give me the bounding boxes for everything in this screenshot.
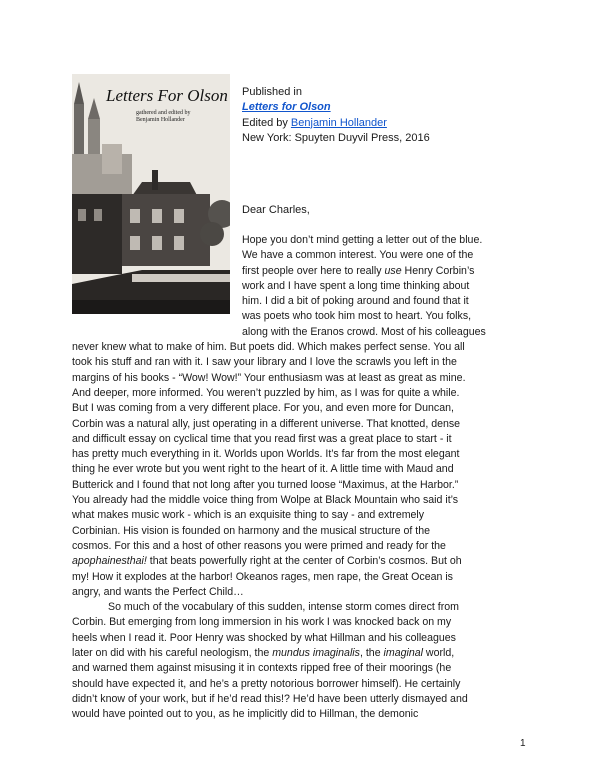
cover-subtitle [136, 110, 226, 124]
letter-text-segment: But I was coming from a very different place. For you, and even more for Duncan, [72, 402, 454, 415]
letter-line [72, 539, 532, 554]
cover-title: Letters For Olson [106, 86, 228, 105]
edited-by-line [242, 116, 542, 131]
page-number: 1 [520, 738, 526, 749]
letter-line [72, 371, 532, 386]
letter-text-segment: never knew what to make of him. But poets did. Which makes perfect sense. You all [72, 341, 465, 354]
letter-line [72, 524, 532, 539]
letter-text-segment: world, [422, 647, 455, 660]
letter-line [72, 631, 532, 646]
letter-line [72, 432, 532, 447]
letter-text-segment: him. I did a bit of poking around and found that it [242, 295, 469, 308]
edited-by-prefix: Edited by [242, 116, 291, 129]
letter-text-segment: and warned them against misusing it in contexts ripped free of their moorings (he [72, 662, 452, 675]
letter-text-segment: Henry Corbin’s [401, 264, 475, 277]
letter-line [72, 493, 532, 508]
letter-text-segment: would have pointed out to you, as he implicitly did to Hillman, the demonic [72, 708, 419, 721]
letter-text-segment: along with the Eranos crowd. Most of his colleagues [242, 325, 486, 338]
letter-text-segment: Butterick and I found that not long after you turned loose “Maximus, at the Harbor.” [72, 478, 459, 491]
letter-text-segment: So much of the vocabulary of this sudden, intense storm comes direct from [108, 601, 459, 614]
letter-text-segment: , the [359, 647, 384, 660]
letter-text-segment: what makes music work - which is an exquisite thing to say - and extremely [72, 509, 425, 522]
letter-line [72, 325, 532, 340]
letter-line [72, 447, 532, 462]
letter-text-segment: was poets who took him most to heart. You folks, [242, 310, 472, 323]
letter-line [72, 248, 532, 263]
letter-text-segment: angry, and wants the Perfect Child… [72, 585, 244, 598]
letter-text-segment: first people over here to really [242, 264, 385, 277]
letter-line [72, 340, 532, 355]
letter-text-segment: We have a common interest. You were one of the [242, 249, 474, 262]
letter-text-segment: heels when I read it. Poor Henry was shocked by what Hillman and his colleagues [72, 631, 456, 644]
letter-line [72, 309, 532, 324]
published-in-label: Published in [242, 86, 302, 98]
letter-text-segment: work and I have spent a long time thinking about [242, 279, 470, 292]
letter-line [72, 661, 532, 676]
letter-line [72, 233, 532, 248]
letter-text-segment: should have expected it, and he’s a pretty notorious borrower himself). He certainly [72, 677, 461, 690]
letter-text-segment: that beats powerfully right at the center of Corbin’s cosmos. But oh [146, 555, 462, 568]
letter-line [72, 478, 532, 493]
letter-line [72, 615, 532, 630]
letter-line [72, 417, 532, 432]
letter-text-segment: didn’t know of your work, but if he’d read this!? He’d have been utterly dismayed and [72, 692, 468, 705]
letter-salutation: Dear Charles, [242, 204, 310, 216]
letter-text-segment: thing he ever wrote but you went right to the heart of it. A little time with Maud and [72, 463, 454, 476]
letter-text-segment: mundus imaginalis [272, 647, 360, 660]
letter-line [72, 646, 532, 661]
letter-text-segment: use [384, 264, 402, 277]
cover-subtitle-line: gathered and edited by [136, 110, 191, 116]
letter-text-segment: And deeper, more informed. You weren’t puzzled by him, as I was for quite a while. [72, 386, 460, 399]
letter-line [72, 677, 532, 692]
letter-line [72, 707, 532, 722]
letter-line [72, 401, 532, 416]
letter-line [72, 692, 532, 707]
letter-line [72, 570, 532, 585]
letter-text-segment: my! How it explodes at the harbor! Okeanos rages, men rape, the Great Ocean is [72, 570, 453, 583]
letter-line [72, 462, 532, 477]
letter-line [72, 355, 532, 370]
letter-text-segment: Corbin. But emerging from long immersion in his work I was knocked back on my [72, 616, 452, 629]
letter-line [72, 585, 532, 600]
letter-text-segment: You already had the middle voice thing from Wolpe at Black Mountain who said it’s [72, 494, 459, 507]
letter-text-segment: Corbin was a natural ally, just operating in a different universe. That knotted, dense [72, 417, 461, 430]
letter-text-segment: apophainesthai! [72, 555, 147, 568]
letter-text-segment: imaginal [383, 647, 423, 660]
book-title-link[interactable]: Letters for Olson [242, 101, 331, 114]
letter-text-segment: took his stuff and ran with it. I saw your library and I love the scrawls you left in the [72, 356, 457, 369]
letter-text-segment: margins of his books - “Wow! Wow!” Your enthusiasm was at least as great as mine. [72, 371, 466, 384]
letter-line [72, 386, 532, 401]
letter-line [72, 264, 532, 279]
letter-line [72, 554, 532, 569]
letter-text-segment: cosmos. For this and a host of other reasons you were primed and ready for the [72, 539, 446, 552]
letter-line [72, 294, 532, 309]
letter-text-segment: later on did with his careful neologism, the [72, 647, 273, 660]
letter-text-segment: has pretty much everything in it. Worlds upon Worlds. It’s far from the most elegant [72, 448, 460, 461]
publisher-line: New York: Spuyten Duyvil Press, 2016 [242, 131, 430, 144]
letter-line [72, 600, 532, 615]
editor-link[interactable]: Benjamin Hollander [290, 116, 387, 129]
letter-text-segment: Corbinian. His vision is founded on harmony and the musical structure of the [72, 524, 431, 537]
letter-text-segment: and difficult essay on cyclical time that you read first was a great place to start - it [72, 432, 452, 445]
letter-body [72, 233, 532, 723]
cover-editor-name: Benjamin Hollander [136, 117, 185, 123]
letter-text-segment: Hope you don’t mind getting a letter out of the blue. [242, 234, 483, 246]
letter-line [72, 279, 532, 294]
letter-line [72, 508, 532, 523]
publication-info [242, 85, 542, 146]
